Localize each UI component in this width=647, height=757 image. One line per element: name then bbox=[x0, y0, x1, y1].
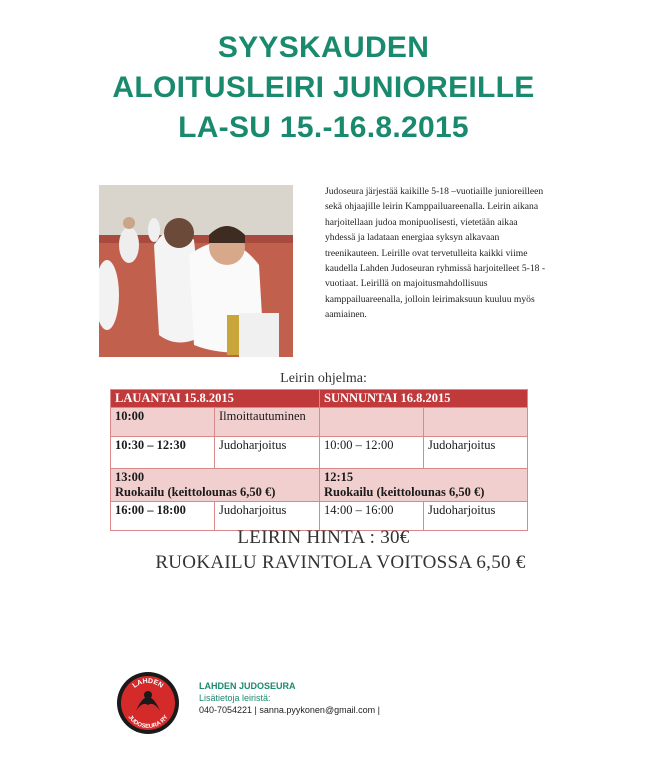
logo-bottom-text: JUDOSEURA RY bbox=[126, 714, 170, 731]
page-title bbox=[0, 28, 647, 148]
sat-event: Ilmoittautuminen bbox=[215, 408, 320, 437]
sun-time: 10:00 – 12:00 bbox=[320, 437, 424, 469]
sun-time bbox=[320, 408, 424, 437]
sat-event: Judoharjoitus bbox=[215, 437, 320, 469]
footer bbox=[199, 680, 380, 716]
title-line-1: SYYSKAUDEN bbox=[217, 31, 430, 64]
sun-time: 12:15 bbox=[324, 470, 354, 484]
sunday-header: SUNNUNTAI 16.8.2015 bbox=[320, 390, 528, 408]
sat-lunch-cell bbox=[111, 469, 320, 502]
sun-event bbox=[424, 408, 528, 437]
sun-event: Ruokailu (keittolounas 6,50 €) bbox=[324, 485, 485, 499]
table-header-row bbox=[111, 390, 528, 408]
club-logo bbox=[116, 671, 180, 735]
sun-time: 14:00 – 16:00 bbox=[320, 502, 424, 531]
logo-top-text: LAHDEN bbox=[131, 677, 165, 690]
sat-time: 10:30 – 12:30 bbox=[111, 437, 215, 469]
title-line-2: ALOITUSLEIRI JUNIOREILLE bbox=[112, 71, 535, 104]
saturday-header: LAUANTAI 15.8.2015 bbox=[111, 390, 320, 408]
sat-time: 16:00 – 18:00 bbox=[111, 502, 215, 531]
sat-event: Judoharjoitus bbox=[215, 502, 320, 531]
info-label: Lisätietoja leiristä: bbox=[199, 693, 271, 703]
judo-photo bbox=[99, 185, 293, 357]
sat-time: 10:00 bbox=[111, 408, 215, 437]
contact-info: 040-7054221 | sanna.pyykonen@gmail.com | bbox=[199, 705, 380, 715]
table-row bbox=[111, 408, 528, 437]
sat-time: 13:00 bbox=[115, 470, 145, 484]
sun-event: Judoharjoitus bbox=[424, 502, 528, 531]
program-heading: Leirin ohjelma: bbox=[280, 371, 367, 386]
sun-lunch-cell bbox=[320, 469, 528, 502]
price-line: LEIRIN HINTA : 30€ bbox=[237, 527, 410, 548]
title-line-3: LA-SU 15.-16.8.2015 bbox=[178, 111, 469, 144]
sun-event: Judoharjoitus bbox=[424, 437, 528, 469]
intro-paragraph: Judoseura järjestää kaikille 5-18 –vuotiaille junioreilleen sekä ohjaajille leirin Kamppailuareenalla. Leirin aikana harjoitellaan judoa monipuolisesti, vietetään aikaa yhdessä ja ladataan energiaa syksyn alkavaan treenikauteen. Leirille ovat tervetulleita kaikki viime kaudella Lahden Judoseuran ryhmissä harjoitelleet 5-18 -vuotiaat. Leirillä on majoitusmahdollisuus kamppailuareenalla, jolloin leirimaksuun kuuluu myös aamiainen. bbox=[325, 186, 546, 321]
table-row bbox=[111, 469, 528, 502]
sat-event: Ruokailu (keittolounas 6,50 €) bbox=[115, 485, 276, 499]
club-name: LAHDEN JUDOSEURA bbox=[199, 681, 296, 691]
table-row bbox=[111, 437, 528, 469]
program-table bbox=[110, 389, 528, 531]
lunch-price-line: RUOKAILU RAVINTOLA VOITOSSA 6,50 € bbox=[155, 552, 526, 573]
